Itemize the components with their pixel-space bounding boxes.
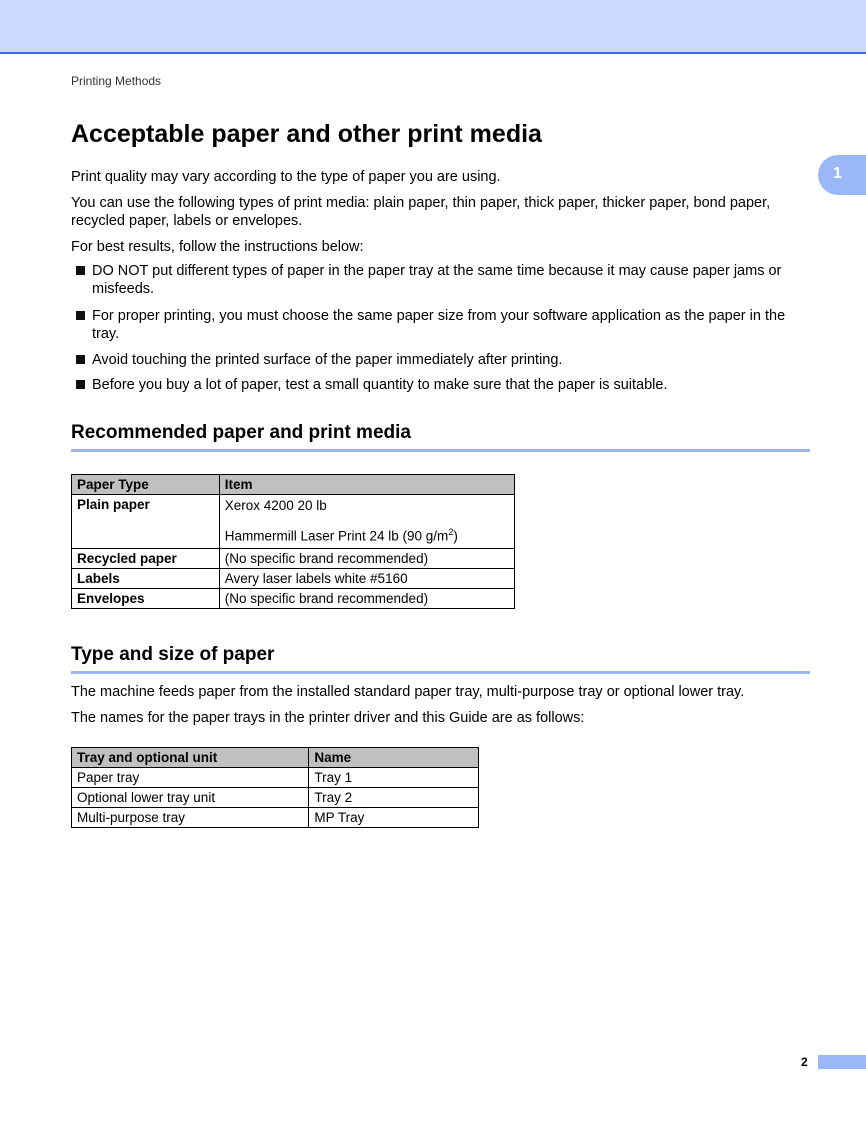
bullet-square-icon — [76, 266, 85, 275]
table-cell: Tray 1 — [309, 768, 479, 788]
page-number: 2 — [801, 1055, 808, 1069]
table-cell: (No specific brand recommended) — [219, 548, 514, 568]
list-item: Before you buy a lot of paper, test a small quantity to make sure that the paper is suitable. — [76, 376, 811, 394]
table-cell-line: Hammermill Laser Print 24 lb (90 $g/m^2$) — [224, 527, 458, 544]
section-heading-recommended: Recommended paper and print media — [71, 422, 810, 452]
table-row — [72, 768, 479, 788]
list-item: Avoid touching the printed surface of the paper immediately after printing. — [76, 351, 811, 369]
running-head: Printing Methods — [71, 74, 162, 88]
table-cell: Labels — [72, 568, 220, 588]
table-row — [72, 548, 515, 568]
table-cell: Tray 2 — [309, 788, 479, 808]
table-cell: (No specific brand recommended) — [219, 588, 514, 608]
header-band — [0, 0, 866, 54]
table-header-cell: Paper Type — [72, 475, 220, 495]
type-size-paragraph-2: The names for the paper trays in the printer driver and this Guide are as follows: — [71, 710, 585, 726]
table-cell: Plain paper — [72, 495, 220, 549]
table-cell — [219, 495, 514, 549]
table-cell: Optional lower tray unit — [72, 788, 309, 808]
table-header-cell: Item — [219, 475, 514, 495]
table-cell: Avery laser labels white #5160 — [219, 568, 514, 588]
table-cell: Envelopes — [72, 588, 220, 608]
chapter-tab: 1 — [818, 155, 866, 195]
table-header-cell: Tray and optional unit — [72, 748, 309, 768]
table-row — [72, 788, 479, 808]
bullet-square-icon — [76, 311, 85, 320]
page-number-bar — [818, 1055, 866, 1069]
table-row — [72, 808, 479, 828]
table-cell: Multi-purpose tray — [72, 808, 309, 828]
intro-paragraph-3: For best results, follow the instructions below: — [71, 239, 364, 255]
table-cell: Recycled paper — [72, 548, 220, 568]
tray-names-table — [71, 747, 479, 828]
list-item: DO NOT put different types of paper in the paper tray at the same time because it may cause paper jams or misfeeds. — [76, 262, 811, 298]
bullet-square-icon — [76, 355, 85, 364]
table-cell: MP Tray — [309, 808, 479, 828]
table-row — [72, 495, 515, 549]
page-title: Acceptable paper and other print media — [71, 120, 542, 148]
recommended-paper-table — [71, 474, 515, 609]
table-header-row — [72, 475, 515, 495]
table-row — [72, 568, 515, 588]
table-cell: Paper tray — [72, 768, 309, 788]
bullet-square-icon — [76, 380, 85, 389]
section-heading-type-size: Type and size of paper — [71, 644, 810, 674]
type-size-paragraph-1: The machine feeds paper from the installed standard paper tray, multi-purpose tray or optional lower tray. — [71, 684, 745, 700]
table-cell-line: Xerox 4200 20 lb — [224, 498, 327, 513]
list-item: For proper printing, you must choose the same paper size from your software application as the paper in the tray. — [76, 307, 811, 343]
intro-paragraph-1: Print quality may vary according to the type of paper you are using. — [71, 169, 501, 185]
table-header-row — [72, 748, 479, 768]
intro-paragraph-2: You can use the following types of print media: plain paper, thin paper, thick paper, thicker paper, bond paper, recycled paper, labels or envelopes. — [71, 195, 771, 229]
table-row — [72, 588, 515, 608]
table-header-cell: Name — [309, 748, 479, 768]
